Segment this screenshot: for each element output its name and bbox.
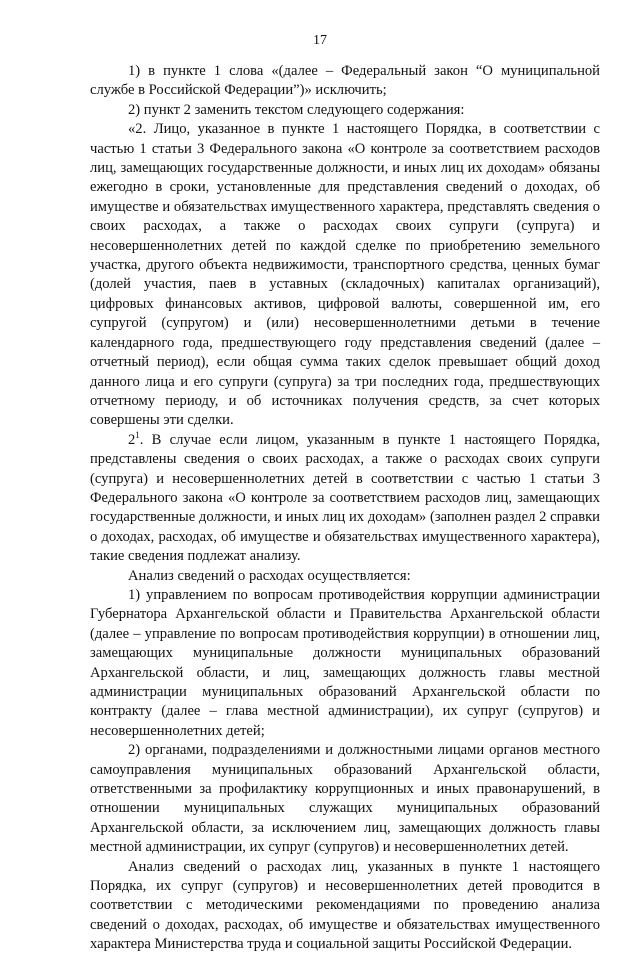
paragraph-3: «2. Лицо, указанное в пункте 1 настоящего Порядка, в соответствии с частью 1 статьи 3 Федерального закона «О контроле за соответствием расходов лиц, замещающих государственные должности, и иных лиц их доходам» обязаны ежегодно в сроки, установленные для представления сведений о доходах, об имуществе и обязательствах имущественного характера, представлять сведения о своих расходах, а также о расходах своих супруги (супруга) и несовершеннолетних детей по каждой сделке по приобретению земельного участка, другого объекта недвижимости, транспортного средства, ценных бумаг (долей участия, паев в уставных (складочных) капиталах организаций), цифровых финансовых активов, цифровой валюты, совершенной им, его супругой (супругом) и (или) несовершеннолетними детьми в течение календарного года, предшествующего году представления сведений (далее – отчетный период), если общая сумма таких сделок превышает общий доход данного лица и его супруги (супруга) за три последних года, предшествующих отчетному периоду, и об источниках получения средств, за счет которых совершены эти сделки.	[90, 121, 600, 429]
paragraph-8: Анализ сведений о расходах лиц, указанных в пункте 1 настоящего Порядка, их супруг (супругов) и несовершеннолетних детей проводится в соответствии с методическими рекомендациями по проведению анализа сведений о доходах, расходах, об имуществе и обязательствах имущественного характера Министерства труда и социальной защиты Российской Федерации.	[90, 858, 600, 953]
paragraph-2: 2) пункт 2 заменить текстом следующего содержания:	[128, 101, 465, 118]
paragraph-4-text: . В случае если лицом, указанным в пункте 1 настоящего Порядка, представлены сведения о своих расходах, а также о расходах своих супруги (супруга) и несовершеннолетних детей в соответствии с частью 1 статьи 3 Федерального закона «О контроле за соответствием расходов лиц, замещающих государственные должности, и иных лиц их доходам» (заполнен раздел 2 справки о доходах, расходах, об имуществе и обязательствах имущественного характера), такие сведения подлежат анализу.	[90, 431, 600, 565]
paragraph-1: 1) в пункте 1 слова «(далее – Федеральный закон “О муниципальной службе в Российской Федерации”)» исключить;	[90, 63, 600, 99]
paragraph-4-number: 2	[128, 431, 136, 448]
paragraph-7: 2) органами, подразделениями и должностными лицами органов местного самоуправления муниципальных образований Архангельской области, ответственными за профилактику коррупционных и иных правонарушений, в отношении муниципальных служащих муниципальных образований Архангельской области, за исключением лиц, замещающих должность главы местной администрации, их супруг (супругов) и несовершеннолетних детей.	[90, 742, 600, 856]
paragraph-6: 1) управлением по вопросам противодействия коррупции администрации Губернатора Архангельской области и Правительства Архангельской области (далее – управление по вопросам противодействия коррупции) в отношении лиц, замещающих муниципальные должности муниципальных образований Архангельской области, и лиц, замещающих должность главы местной администрации муниципальных образований Архангельской области по контракту (далее – глава местной администрации), их супруг (супругов) и несовершеннолетних детей;	[90, 586, 600, 739]
paragraph-4	[90, 431, 600, 567]
document-body	[90, 62, 600, 955]
page-number: 17	[313, 33, 327, 48]
paragraph-5: Анализ сведений о расходах осуществляется:	[128, 567, 411, 584]
paragraph-4-superscript: 1	[135, 429, 140, 440]
